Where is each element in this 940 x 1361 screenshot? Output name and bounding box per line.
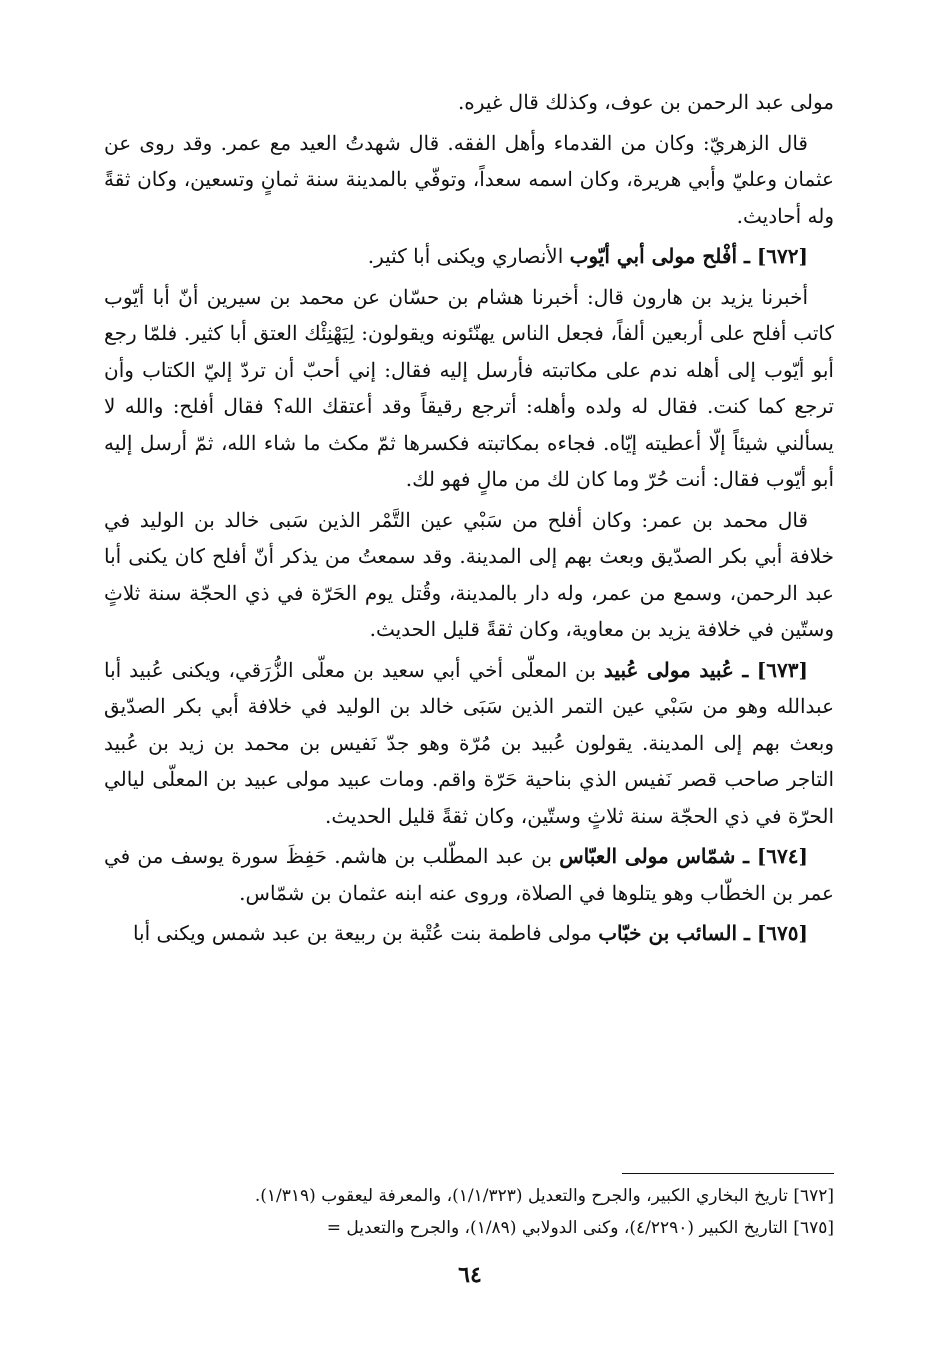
entry-paragraph (104, 238, 834, 275)
paragraph-text: قال الزهريّ: وكان من القدماء وأهل الفقه. قال شهدتُ العيد مع عمر. وقد روى عن عثمان وعليّ وأبي هريرة، وكان اسمه سعداً، وتوفّي بالمدينة سنة ثمانٍ وتسعين، وكان ثقةً وله أحاديث. (104, 130, 834, 228)
entry-heading: [٦٧٥] ـ السائب بن خبّاب (598, 921, 808, 945)
entry-heading: [٦٧٤] ـ شمّاس مولى العبّاس (559, 844, 808, 868)
paragraph-text: أخبرنا يزيد بن هارون قال: أخبرنا هشام بن حسّان عن محمد بن سيرين أنّ أبا أيّوب كاتب أفلح على أربعين ألفاً، فجعل الناس يهنّئونه ويقولون: لِيَهْنِئْك العتق أبا كثير. فلمّا رجع أبو أيّوب إلى أهله ندم على مكاتبته فأرسل إليه فقال: إني أحبّ أن تردّ إليّ الكتاب وأن ترجع كما كنت. فقال له ولده وأهله: أترجع رقيقاً وقد أعتقك الله؟ فقال أفلح: والله لا يسألني شيئاً إلّا أعطيته إيّاه. فجاءه بمكاتبته فكسرها ثمّ مكث ما شاء الله، ثمّ أرسل إليه أبو أيّوب فقال: أنت حُرّ وما كان لك من مالٍ فهو لك. (104, 284, 834, 491)
entry-paragraph (104, 652, 834, 835)
entry-paragraph (104, 838, 834, 911)
paragraph (104, 502, 834, 648)
entry-heading: [٦٧٢] ـ أفْلح مولى أبي أيّوب (569, 244, 808, 268)
footnote: [٦٧٢] تاريخ البخاري الكبير، والجرح والتعديل (١/١/٣٢٣)، والمعرفة ليعقوب (١/٣١٩). (254, 1186, 834, 1206)
footnote-divider (622, 1173, 834, 1174)
footnote: [٦٧٥] التاريخ الكبير (٤/٢٢٩٠)، وكنى الدولابي (١/٨٩)، والجرح والتعديل = (326, 1218, 834, 1238)
entry-heading: [٦٧٣] ـ عُبيد مولى عُبيد (603, 657, 808, 682)
footnotes (104, 1180, 834, 1244)
paragraph-text: مولى فاطمة بنت عُتْبة بن ربيعة بن عبد شمس ويكنى أبا (132, 921, 599, 945)
paragraph (104, 84, 834, 121)
paragraph (104, 125, 834, 235)
paragraph-text: مولى عبد الرحمن بن عوف، وكذلك قال غيره. (457, 90, 834, 114)
paragraph-text: الأنصاري ويكنى أبا كثير. (367, 244, 570, 268)
paragraph-text: بن عبد المطّلب بن هاشم. حَفِظَ سورة يوسف من في عمر بن الخطّاب وهو يتلوها في الصلاة، وروى عنه ابنه عثمان بن شمّاس. (104, 844, 834, 905)
paragraph (104, 279, 834, 498)
page-number: ٦٤ (458, 1262, 482, 1288)
paragraph-text: بن المعلّى أخي أبي سعيد بن معلّى الزُّرَقي، ويكنى عُبيد أبا عبدالله وهو من سَبْي عين التمر الذين سَبَى خالد بن الوليد في خلافة أبي بكر الصدّيق وبعث بهم إلى المدينة. يقولون عُبيد بن مُرّة وهو جدّ نَفيس بن محمد بن زيد بن عُبيد التاجر صاحب قصر نَفيس الذي بناحية حَرّة واقم. ومات عبيد مولى عبيد بن المعلّى ليالي الحرّة في ذي الحجّة سنة ثلاثٍ وستّين، وكان ثقةً قليل الحديث. (104, 657, 834, 828)
paragraph-text: قال محمد بن عمر: وكان أفلح من سَبْي عين التَّمْر الذين سَبى خالد بن الوليد في خلافة أبي بكر الصدّيق وبعث بهم إلى المدينة. وقد سمعتُ من يذكر أنّ أفلح كان يكنى أبا عبد الرحمن، وسمع من عمر، وله دار بالمدينة، وقُتل يوم الحَرّة في ذي الحجّة سنة ثلاثٍ وستّين في خلافة يزيد بن معاوية، وكان ثقةً قليل الحديث. (104, 507, 834, 641)
main-text (104, 84, 834, 956)
entry-paragraph (104, 915, 834, 952)
